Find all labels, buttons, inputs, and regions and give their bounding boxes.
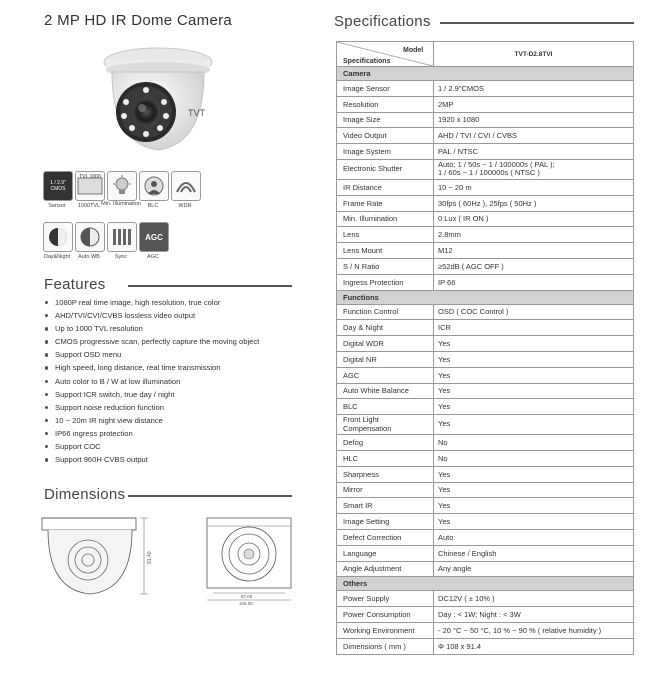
spec-row-digital-nr <box>337 351 634 367</box>
spec-row-sharpness <box>337 466 634 482</box>
spec-label: Working Environment <box>337 622 434 638</box>
spec-row-agc <box>337 367 634 383</box>
tvl-icon <box>75 171 105 201</box>
dim-inner-label: 87.00 <box>241 594 253 599</box>
spec-header-specifications-label: Specifications <box>343 58 391 65</box>
brand-mark: TVT <box>188 108 205 118</box>
spec-value: 0 Lux ( IR ON ) <box>434 211 634 227</box>
spec-row-working-environment <box>337 622 634 638</box>
spec-value: Yes <box>434 383 634 399</box>
spec-header-model: TVT-D2.8TVI <box>434 42 634 67</box>
feature-item: Support noise reduction function <box>44 401 294 414</box>
spec-row-power-consumption <box>337 607 634 623</box>
spec-row-defog <box>337 435 634 451</box>
feature-item: Auto color to B / W at low illumination <box>44 375 294 388</box>
top-view-drawing <box>203 514 295 606</box>
spec-header-cell <box>337 42 434 67</box>
spec-value: IP 66 <box>434 274 634 290</box>
spec-label: Image Sensor <box>337 81 434 97</box>
spec-value: Any angle <box>434 561 634 577</box>
spec-group-title: Others <box>337 577 634 591</box>
spec-row-ingress-protection <box>337 274 634 290</box>
cmos-sensor-icon <box>43 171 73 201</box>
dim-height-label: 91.40 <box>147 551 153 564</box>
spec-row-front-light-compensation <box>337 415 634 435</box>
feature-item: Support 960H CVBS output <box>44 453 294 466</box>
specifications-rule <box>440 22 634 24</box>
spec-row-electronic-shutter <box>337 159 634 179</box>
spec-label: Video Output <box>337 128 434 144</box>
spec-label: HLC <box>337 450 434 466</box>
spec-header-model-label: Model <box>403 47 424 54</box>
sync-icon <box>107 222 137 252</box>
spec-group-functions <box>337 290 634 304</box>
spec-value: Yes <box>434 514 634 530</box>
icon-label-day-night: Day&Night <box>43 254 71 260</box>
feature-item: Support COC <box>44 440 294 453</box>
tvl-text: TVL 1000 <box>79 174 101 180</box>
spec-label: Dimensions ( mm ) <box>337 638 434 654</box>
bulb-icon <box>107 171 137 201</box>
spec-label: Mirror <box>337 482 434 498</box>
cmos-sensor-text: 1 / 2.9" CMOS <box>50 180 66 192</box>
spec-label: Power Consumption <box>337 607 434 623</box>
spec-label: Electronic Shutter <box>337 159 434 179</box>
spec-label: Image System <box>337 144 434 160</box>
dimensions-title: Dimensions <box>44 486 126 503</box>
spec-value: Yes <box>434 498 634 514</box>
spec-label: Defect Correction <box>337 529 434 545</box>
spec-row-dimensions-mm <box>337 638 634 654</box>
spec-row-image-sensor <box>337 81 634 97</box>
spec-row-hlc <box>337 450 634 466</box>
spec-row-power-supply <box>337 591 634 607</box>
auto-wb-icon <box>75 222 105 252</box>
spec-value: OSD ( COC Control ) <box>434 304 634 320</box>
spec-label: Sharpness <box>337 466 434 482</box>
spec-row-smart-ir <box>337 498 634 514</box>
spec-value: No <box>434 435 634 451</box>
spec-label: Language <box>337 545 434 561</box>
day-night-icon <box>43 222 73 252</box>
icon-label-sync: Sync <box>114 254 128 260</box>
spec-row-min-illumination <box>337 211 634 227</box>
spec-label: AGC <box>337 367 434 383</box>
spec-row-ir-distance <box>337 179 634 195</box>
spec-label: Digital NR <box>337 351 434 367</box>
spec-value: - 20 °C ~ 50 °C, 10 % ~ 90 % ( relative humidity ) <box>434 622 634 638</box>
product-title: 2 MP HD IR Dome Camera <box>44 12 233 29</box>
spec-row-video-output <box>337 128 634 144</box>
feature-item: Support ICR switch, true day / night <box>44 388 294 401</box>
spec-label: Lens Mount <box>337 243 434 259</box>
spec-value: 2MP <box>434 96 634 112</box>
spec-label: Lens <box>337 227 434 243</box>
feature-item: IP66 ingress protection <box>44 427 294 440</box>
spec-group-title: Functions <box>337 290 634 304</box>
feature-item: Up to 1000 TVL resolution <box>44 322 294 335</box>
spec-row-blc <box>337 399 634 415</box>
spec-row-image-setting <box>337 514 634 530</box>
features-title: Features <box>44 276 106 293</box>
feature-item: CMOS progressive scan, perfectly capture the moving object <box>44 335 294 348</box>
wdr-icon <box>171 171 201 201</box>
spec-row-day-night <box>337 320 634 336</box>
spec-value: 2.8mm <box>434 227 634 243</box>
spec-value: Yes <box>434 415 634 435</box>
spec-row-image-system <box>337 144 634 160</box>
spec-label: Frame Rate <box>337 195 434 211</box>
spec-row-auto-white-balance <box>337 383 634 399</box>
spec-label: Image Setting <box>337 514 434 530</box>
specifications-title: Specifications <box>334 13 431 30</box>
spec-value: M12 <box>434 243 634 259</box>
spec-value: 10 ~ 20 m <box>434 179 634 195</box>
spec-label: S / N Ratio <box>337 258 434 274</box>
spec-label: IR Distance <box>337 179 434 195</box>
spec-row-defect-correction <box>337 529 634 545</box>
dimensions-rule <box>128 495 292 497</box>
spec-label: Min. Illumination <box>337 211 434 227</box>
spec-row-frame-rate <box>337 195 634 211</box>
spec-row-lens-mount <box>337 243 634 259</box>
spec-group-camera <box>337 67 634 81</box>
spec-label: Power Supply <box>337 591 434 607</box>
spec-label: Auto White Balance <box>337 383 434 399</box>
icon-label-blc: BLC <box>147 203 159 209</box>
icon-label-wdr: WDR <box>178 203 192 209</box>
spec-label: Smart IR <box>337 498 434 514</box>
spec-value: ≥52dB ( AGC OFF ) <box>434 258 634 274</box>
spec-value: Yes <box>434 336 634 352</box>
icon-label-agc: AGC <box>147 254 159 260</box>
spec-label: Resolution <box>337 96 434 112</box>
spec-row-function-control <box>337 304 634 320</box>
features-list <box>44 296 294 466</box>
spec-value: 1 / 2.9"CMOS <box>434 81 634 97</box>
spec-group-title: Camera <box>337 67 634 81</box>
spec-value: Auto; 1 / 50s ~ 1 / 100000s ( PAL ); 1 / 60s ~ 1 / 100000s ( NTSC ) <box>434 159 634 179</box>
icon-label-sensor: Sensor <box>48 203 66 209</box>
feature-item: Support OSD menu <box>44 348 294 361</box>
spec-row-resolution <box>337 96 634 112</box>
spec-value: Chinese / English <box>434 545 634 561</box>
dim-outer-label: 108.00 <box>239 601 253 606</box>
spec-row-lens <box>337 227 634 243</box>
blc-icon <box>139 171 169 201</box>
spec-value: No <box>434 450 634 466</box>
icon-label-auto-wb: Auto WB <box>78 254 100 260</box>
spec-label: Front Light Compensation <box>337 415 434 435</box>
feature-item: High speed, long distance, real time transmission <box>44 361 294 374</box>
spec-row-digital-wdr <box>337 336 634 352</box>
agc-icon <box>139 222 169 252</box>
spec-value: Day : < 1W; Night : < 3W <box>434 607 634 623</box>
spec-value: Yes <box>434 482 634 498</box>
spec-label: Day & Night <box>337 320 434 336</box>
spec-value: DC12V ( ± 10% ) <box>434 591 634 607</box>
spec-value: Yes <box>434 367 634 383</box>
side-view-drawing <box>40 514 160 600</box>
icon-label-min-illumination: Min. Illumination <box>101 201 141 207</box>
spec-value: Yes <box>434 351 634 367</box>
spec-row-image-size <box>337 112 634 128</box>
dome-camera-image <box>100 44 218 156</box>
feature-item: 10 ~ 20m IR night view distance <box>44 414 294 427</box>
spec-value: PAL / NTSC <box>434 144 634 160</box>
spec-row-language <box>337 545 634 561</box>
icon-label-tvl: 1000TVL <box>77 203 101 209</box>
spec-table <box>336 41 634 655</box>
spec-value: AHD / TVI / CVI / CVBS <box>434 128 634 144</box>
spec-value: ICR <box>434 320 634 336</box>
spec-value: Yes <box>434 399 634 415</box>
spec-row-angle-adjustment <box>337 561 634 577</box>
features-rule <box>128 285 292 287</box>
spec-row-mirror <box>337 482 634 498</box>
spec-group-others <box>337 577 634 591</box>
spec-row-s-n-ratio <box>337 258 634 274</box>
feature-item: 1080P real time image, high resolution, true color <box>44 296 294 309</box>
spec-value: Auto <box>434 529 634 545</box>
spec-label: Defog <box>337 435 434 451</box>
spec-value: Φ 108 x 91.4 <box>434 638 634 654</box>
spec-label: Function Control <box>337 304 434 320</box>
spec-label: Ingress Protection <box>337 274 434 290</box>
agc-text: AGC <box>145 232 163 242</box>
spec-label: Angle Adjustment <box>337 561 434 577</box>
spec-label: BLC <box>337 399 434 415</box>
spec-value: 30fps ( 60Hz ), 25fps ( 50Hz ) <box>434 195 634 211</box>
feature-item: AHD/TVI/CVI/CVBS lossless video output <box>44 309 294 322</box>
spec-value: 1920 x 1080 <box>434 112 634 128</box>
spec-label: Image Size <box>337 112 434 128</box>
spec-header-row <box>337 42 634 67</box>
spec-label: Digital WDR <box>337 336 434 352</box>
spec-value: Yes <box>434 466 634 482</box>
